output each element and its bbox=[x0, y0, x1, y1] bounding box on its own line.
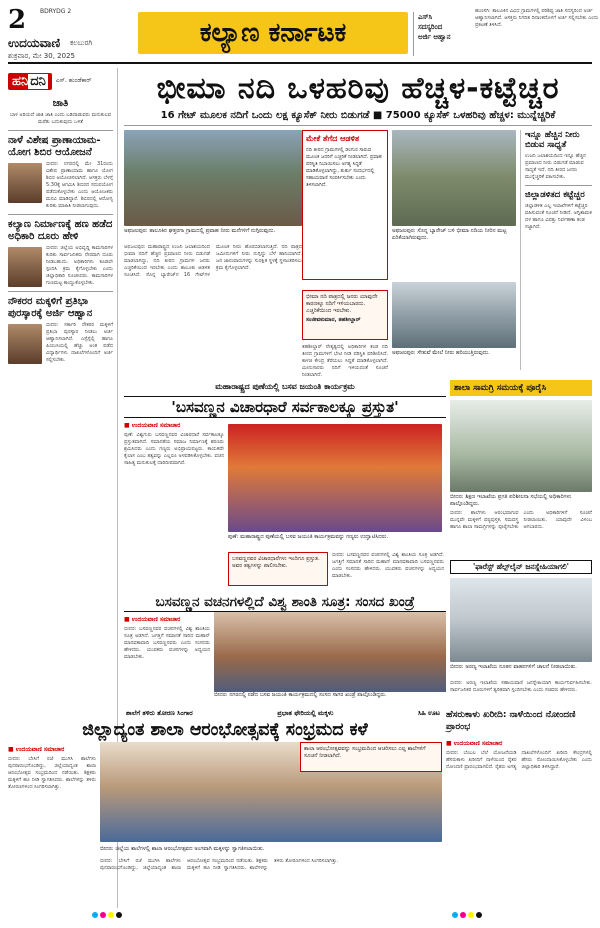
sidebar-title: ಮೇಕೆ ತೆಗೆದ ಆಡಳಿತ bbox=[306, 134, 360, 143]
black-dot bbox=[116, 912, 122, 918]
story-kicker: ಮಹಾರಾಷ್ಟ್ರದ ಪುಣೆಯಲ್ಲಿ ಬಸವ ಜಯಂತಿ ಕಾರ್ಯಕ್ರಮ bbox=[215, 382, 355, 391]
quote-callout: ಶಾಲಾ ಆರಂಭೋತ್ಸವವನ್ನು ಸಂಭ್ರಮದಿಂದ ಆಚರಿಸಲು ಎಲ್ಲ ಶಾಲೆಗಳಿಗೆ ಸೂಚನೆ ನೀಡಲಾಗಿದೆ. bbox=[300, 742, 442, 772]
right-column bbox=[520, 130, 592, 370]
divider bbox=[8, 214, 113, 215]
yellow-dot bbox=[468, 912, 474, 918]
story-body: ಬೀದರ: ಸರ್ಕಾರಿ ನೌಕರರ ಮಕ್ಕಳಿಗೆ ಪ್ರತಿಭಾ ಪುರಸ್ಕಾರ ನೀಡಲು ಅರ್ಜಿ ಆಹ್ವಾನಿಸಲಾಗಿದೆ. ಎಸ್ಸೆಸ್ಸೆಲ್ಸಿ ಹಾಗೂ ಪಿಯುಸಿಯಲ್ಲಿ ಹೆಚ್ಚು ಅಂಕ ಪಡೆದ ವಿದ್ಯಾರ್ಥಿಗಳು ದಾಖಲೆಗಳೊಂದಿಗೆ ಅರ್ಜಿ ಸಲ್ಲಿಸಬೇಕು. bbox=[46, 322, 113, 363]
badge-part: ಹನಿ bbox=[12, 73, 29, 89]
strip-label: ಶಾಲೆಗೆ ತಳಿರು ತೋರಣ ಸಿಂಗಾರ bbox=[126, 708, 193, 717]
top-brief: ಹುಣಸಗಿ: ತಾಲೂಕಿನ ವಿವಿಧ ಗ್ರಾಮಗಳಲ್ಲಿ ಪರಿಶಿಷ್ಟ ಜಾತಿ ಸದಸ್ಯರಿಂದ ಅರ್ಜಿ ಆಹ್ವಾನಿಸಲಾಗಿದೆ. ಆಸಕ್ತರು ನಿಗದಿತ ದಿನಾಂಕದೊಳಗೆ ಅರ್ಜಿ ಸಲ್ಲಿಸಬೇಕು ಎಂದು ಪ್ರಕಟಣೆ ತಿಳಿಸಿದೆ. bbox=[475, 8, 599, 28]
cyan-dot bbox=[92, 912, 98, 918]
lead-body: ಅಫಜಲಪುರ: ಮಹಾರಾಷ್ಟ್ರದ ಉಜನಿ ಜಲಾಶಯದಿಂದ ಭೀಮಾ ನದಿಗೆ ಹೆಚ್ಚಿನ ಪ್ರಮಾಣದ ನೀರು ಬಿಡುಗಡೆ ಮಾಡಲಾಗಿದ್ದು, ನದಿ ತೀರದ ಗ್ರಾಮಗಳ ಜನರು ಎಚ್ಚರಿಕೆಯಿಂದ ಇರಬೇಕು ಎಂದು ತಾಲೂಕು ಆಡಳಿತ ಸೂಚಿಸಿದೆ. ಸೊನ್ನ ಬ್ಯಾರೇಜ್‌ನ 16 ಗೇಟ್‌ಗಳ ಮೂಲಕ ನೀರು ಹೊರಬಿಡಲಾಗುತ್ತಿದೆ. ನದಿ ಪಾತ್ರದ ಜಮೀನುಗಳಿಗೆ ನೀರು ನುಗ್ಗಿದ್ದು ಬೆಳೆ ಹಾನಿಯಾಗಿದೆ. ಜನ ಜಾನುವಾರುಗಳನ್ನು ಸುರಕ್ಷಿತ ಸ್ಥಳಕ್ಕೆ ಸ್ಥಳಾಂತರಿಸಲು ಕ್ರಮ ಕೈಗೊಳ್ಳಲಾಗಿದೆ. bbox=[124, 244, 302, 278]
story-body: ಬೀದರ: ಬಸವಣ್ಣನವರ ವಚನಗಳಲ್ಲಿ ವಿಶ್ವ ಶಾಂತಿಯ ಸೂತ್ರ ಅಡಗಿದೆ. ಜಗತ್ತಿಗೆ ಸಮಾನತೆ ಸಾರಿದ ಮಹಾನ್ ಮಾನವತಾವಾದಿ ಬಸವಣ್ಣನವರು ಎಂದು ಸಂಸದರು ಹೇಳಿದರು. ಯುವಕರು ವಚನಗಳನ್ನು ಅಧ್ಯಯನ ಮಾಡಬೇಕು. bbox=[332, 552, 444, 579]
photo-caption: ಪುಣೆ: ಮಹಾರಾಷ್ಟ್ರದ ಪುಣೆಯಲ್ಲಿ ಬಸವ ಜಯಂತಿ ಕಾರ್ಯಕ್ರಮವನ್ನು ಗಣ್ಯರು ಉದ್ಘಾಟಿಸಿದರು. bbox=[228, 534, 389, 540]
ad-line: ಅರ್ಜಿ ಆಹ್ವಾನ bbox=[418, 33, 451, 41]
hanidani-header bbox=[8, 68, 113, 94]
story-body: ಪುಣೆ: ವಿಶ್ವಗುರು ಬಸವಣ್ಣನವರ ವಿಚಾರಧಾರೆ ಸರ್ವಕಾಲಕ್ಕೂ ಪ್ರಸ್ತುತವಾಗಿದೆ. ಸಮಾನತೆಯ ಸಮಾಜ ನಿರ್ಮಾಣಕ್ಕೆ ಶರಣರು ಶ್ರಮಿಸಿದರು ಎಂದು ಗಣ್ಯರು ಅಭಿಪ್ರಾಯಪಟ್ಟರು. ಕಾಯಕವೇ ಕೈಲಾಸ ಎಂಬ ತತ್ವವನ್ನು ಎಲ್ಲರೂ ಅಳವಡಿಸಿಕೊಳ್ಳಬೇಕು. ವಚನ ಸಾಹಿತ್ಯ ಮನುಕುಲಕ್ಕೆ ದಾರಿದೀಪವಾಗಿದೆ. bbox=[124, 432, 224, 466]
story-headline: ನಾಳೆ ವಿಶೇಷ ಪ್ರಾಣಾಯಾಮ-ಯೋಗ ಶಿಬಿರ ಆಯೋಜನೆ bbox=[8, 135, 101, 158]
quote-callout: ಬಸವಣ್ಣನವರ ವಿಚಾರಧಾರೆಗಳು ಇಂದಿಗೂ ಪ್ರಸ್ತುತ. ಅವರ ತತ್ವಗಳನ್ನು ಪಾಲಿಸಬೇಕು. bbox=[228, 552, 328, 586]
quote-callout bbox=[302, 290, 388, 340]
photo-caption: ಅಫಜಲಪುರ: ತಾಲೂಕಿನ ಘತ್ತರಗಾ ಗ್ರಾಮದಲ್ಲಿ ಪ್ರವಾಹ ನೀರು ಮನೆಗಳಿಗೆ ನುಗ್ಗಿರುವುದು. bbox=[124, 228, 276, 234]
portrait-photo bbox=[8, 324, 42, 364]
divider bbox=[8, 291, 113, 292]
ad-box bbox=[413, 12, 471, 56]
lead-body: ತಹಶೀಲ್ದಾರ್ ನೇತೃತ್ವದಲ್ಲಿ ಅಧಿಕಾರಿಗಳ ತಂಡ ನದಿ ತೀರದ ಗ್ರಾಮಗಳಿಗೆ ಭೇಟಿ ನೀಡಿ ಪರಿಸ್ಥಿತಿ ಪರಿಶೀಲಿಸಿದೆ. ಕಾಳಜಿ ಕೇಂದ್ರ ತೆರೆಯಲು ಸಿದ್ಧತೆ ಮಾಡಿಕೊಳ್ಳಲಾಗಿದೆ. ಮೀನುಗಾರರು ನದಿಗೆ ಇಳಿಯದಂತೆ ಸೂಚನೆ ನೀಡಲಾಗಿದೆ. bbox=[302, 344, 388, 378]
yellow-dot bbox=[108, 912, 114, 918]
story-headline: ಹೆಸರುಕಾಳು ಖರೀದಿ: ನಾಳೆಯಿಂದ ನೋಂದಣಿ ಪ್ರಾರಂಭ bbox=[446, 710, 576, 732]
magenta-dot bbox=[460, 912, 466, 918]
quote-author: ಸಂಜೀವಕುಮಾರ, ತಹಶೀಲ್ದಾರ್ bbox=[306, 317, 361, 323]
poem-body: ಬಾಳ ಅರಿಯದೆ ಜಾತಿ ಜಾತಿ ಎಂದು ಬಡಿದಾಡುವರು ಮನುಕುಲವ ಮರೆತು ಬದುಕುವುದು ಒಳಿತೆ bbox=[9, 112, 112, 125]
page-number: 2 bbox=[8, 5, 27, 35]
flood-photo bbox=[392, 130, 516, 226]
story-headline: 'ಬಸವಣ್ಣನ ವಿಚಾರಧಾರೆ ಸರ್ವಕಾಲಕ್ಕೂ ಪ್ರಸ್ತುತ' bbox=[124, 396, 446, 418]
story-headline: ಶಾಲಾ ಸಾಮಗ್ರಿ ಸಮಯಕ್ಕೆ ಪೂರೈಸಿ bbox=[450, 380, 592, 396]
ad-line: ಎಸ್‌ಸಿ bbox=[418, 13, 433, 21]
registration-marks bbox=[452, 912, 492, 920]
story-body: ಬೀದರ: ಬೇಸಿಗೆ ರಜೆ ಮುಗಿಸಿ ಶಾಲೆಗಳು ಪುನರಾರಂಭಗೊಂಡಿದ್ದು, ಜಿಲ್ಲೆಯಾದ್ಯಂತ ಶಾಲಾ ಆರಂಭೋತ್ಸವ ಸಂಭ್ರಮದಿಂದ ನಡೆಯಿತು. ಶಿಕ್ಷಕರು ಮಕ್ಕಳಿಗೆ ಹೂ ನೀಡಿ ಸ್ವಾಗತಿಸಿದರು. ಶಾಲೆಗಳನ್ನು ತಳಿರು ತೋರಣಗಳಿಂದ ಸಿಂಗರಿಸಲಾಗಿತ್ತು. bbox=[100, 858, 339, 871]
story-body: ಬೀದರ: ಅರಣ್ಯ ಇಲಾಖೆಯ ಸಹಾಯವಾಣಿ ಜನಸ್ನೇಹಿಯಾಗಿ ಕಾರ್ಯನಿರ್ವಹಿಸಬೇಕು. ಸಾರ್ವಜನಿಕರ ದೂರುಗಳಿಗೆ ತ್ವರಿತವಾಗಿ ಸ್ಪಂದಿಸಬೇಕು ಎಂದು ಸಚಿವರು ಹೇಳಿದರು. bbox=[450, 680, 592, 693]
flood-photo bbox=[124, 130, 302, 226]
magenta-dot bbox=[100, 912, 106, 918]
event-photo bbox=[228, 424, 442, 532]
hanidani-badge bbox=[8, 73, 52, 90]
story-body: ಬೀದರ: ಬಸವಣ್ಣನವರ ವಚನಗಳಲ್ಲಿ ವಿಶ್ವ ಶಾಂತಿಯ ಸೂತ್ರ ಅಡಗಿದೆ. ಜಗತ್ತಿಗೆ ಸಮಾನತೆ ಸಾರಿದ ಮಹಾನ್ ಮಾನವತಾವಾದಿ ಬಸವಣ್ಣನವರು ಎಂದು ಸಂಸದರು ಹೇಳಿದರು. ಯುವಕರು ವಚನಗಳನ್ನು ಅಧ್ಯಯನ ಮಾಡಬೇಕು. bbox=[124, 626, 210, 660]
story-body: ಬೀದರ: ಬೇಸಿಗೆ ರಜೆ ಮುಗಿಸಿ ಶಾಲೆಗಳು ಪುನರಾರಂಭಗೊಂಡಿದ್ದು, ಜಿಲ್ಲೆಯಾದ್ಯಂತ ಶಾಲಾ ಆರಂಭೋತ್ಸವ ಸಂಭ್ರಮದಿಂದ ನಡೆಯಿತು. ಶಿಕ್ಷಕರು ಮಕ್ಕಳಿಗೆ ಹೂ ನೀಡಿ ಸ್ವಾಗತಿಸಿದರು. ಶಾಲೆಗಳನ್ನು ತಳಿರು ತೋರಣಗಳಿಂದ ಸಿಂಗರಿಸಲಾಗಿತ್ತು. bbox=[8, 756, 96, 790]
vehicles-photo bbox=[450, 578, 592, 662]
story-body: ಬೀದರ: ನಗರದಲ್ಲಿ ಮೇ 31ರಂದು ವಿಶೇಷ ಪ್ರಾಣಾಯಾಮ ಹಾಗೂ ಯೋಗ ಶಿಬಿರ ಆಯೋಜಿಸಲಾಗಿದೆ. ಆಸಕ್ತರು ಬೆಳಗ್ಗೆ 5.30ಕ್ಕೆ ಆಗಮಿಸಿ ಶಿಬಿರದ ಸದುಪಯೋಗ ಪಡೆದುಕೊಳ್ಳಬೇಕು ಎಂದು ಆಯೋಜಕರು ಮನವಿ ಮಾಡಿದ್ದಾರೆ. ಶಿಬಿರದಲ್ಲಿ ಆರೋಗ್ಯ ಕುರಿತು ಮಾಹಿತಿ ನೀಡಲಾಗುವುದು. bbox=[46, 161, 113, 209]
cyan-dot bbox=[452, 912, 458, 918]
photo-caption: ಬೀದರ: ಅರಣ್ಯ ಇಲಾಖೆಯ ನೂತನ ವಾಹನಗಳಿಗೆ ಚಾಲನೆ ನೀಡಲಾಯಿತು. bbox=[450, 664, 577, 670]
photo-caption: ಬೀದರ: ಶಿಕ್ಷಣ ಇಲಾಖೆಯ ಪ್ರಗತಿ ಪರಿಶೀಲನಾ ಸಭೆಯಲ್ಲಿ ಅಧಿಕಾರಿಗಳು ಪಾಲ್ಗೊಂಡಿದ್ದರು. bbox=[450, 494, 572, 507]
strip-label: ಪ್ರಭಾತ ಫೇರಿಯಲ್ಲಿ ಮಕ್ಕಳು bbox=[277, 708, 334, 717]
edition-name: ಕಲಬುರಗಿ bbox=[70, 39, 93, 47]
sidebar-body: ನದಿ ತೀರದ ಗ್ರಾಮಗಳಲ್ಲಿ ಡಂಗುರ ಸಾರುವ ಮೂಲಕ ಜನರಿಗೆ ಎಚ್ಚರಿಕೆ ನೀಡಲಾಗಿದೆ. ಪ್ರವಾಹ ಪರಿಸ್ಥಿತಿ ನಿಭಾಯಿಸಲು ಅಗತ್ಯ ಸಿದ್ಧತೆ ಮಾಡಿಕೊಳ್ಳಲಾಗಿದ್ದು, ತುರ್ತು ಸಂದರ್ಭದಲ್ಲಿ ಸಹಾಯವಾಣಿ ಸಂಪರ್ಕಿಸಬೇಕು ಎಂದು ತಿಳಿಸಲಾಗಿದೆ. bbox=[306, 147, 382, 188]
story-headline: ಕಲ್ಯಾಣ ನಿರ್ಮಾಣಕ್ಕೆ ಹಣ ಹಡೆದ ಅಧಿಕಾರಿ ದೂರು ಹೇಳಿ bbox=[8, 219, 113, 242]
strip-label: ಸಿಹಿ ಊಟ bbox=[417, 708, 440, 717]
divider bbox=[8, 130, 113, 131]
lead-subhead: 16 ಗೇಟ್ ಮೂಲಕ ನದಿಗೆ ಒಂದು ಲಕ್ಷ ಕ್ಯೂಸೆಕ್ ನೀರು ಬಿಡುಗಡೆ ■ 75000 ಕ್ಯೂಸೆಕ್ ಒಳಹರಿವು ಹೆಚ್ಚಳ: ಮುನ್ನೆಚ್ಚರಿಕೆ bbox=[124, 110, 592, 126]
photo-caption: ಅಫಜಲಪುರ: ಸೊನ್ನ ಬ್ಯಾರೇಜ್ ಬಳಿ ಭೀಮಾ ನದಿಯ ನೀರಿನ ಮಟ್ಟ ಏರಿಕೆಯಾಗಿರುವುದು. bbox=[392, 228, 507, 241]
side-body: ಉಜನಿ ಜಲಾಶಯದಿಂದ ಇನ್ನೂ ಹೆಚ್ಚಿನ ಪ್ರಮಾಣದ ನೀರು ಬಿಡುಗಡೆ ಮಾಡುವ ಸಾಧ್ಯತೆ ಇದೆ. ನದಿ ತೀರದ ಜನರು ಮುನ್ನೆಚ್ಚರಿಕೆ ವಹಿಸಬೇಕು. bbox=[525, 153, 586, 180]
poem-title: ಜಾತಿ bbox=[52, 98, 69, 109]
section-title: ಕಲ್ಯಾಣ ಕರ್ನಾಟಕ bbox=[138, 12, 408, 54]
photo-caption: ಬೀದರ: ನಗರದಲ್ಲಿ ನಡೆದ ಬಸವ ಜಯಂತಿ ಕಾರ್ಯಕ್ರಮದಲ್ಲಿ ಸಂಸದ ಸಾಗರ ಖಂಡ್ರೆ ಪಾಲ್ಗೊಂಡಿದ್ದರು. bbox=[214, 692, 446, 704]
meeting-photo bbox=[450, 400, 592, 492]
side-headline: ಇನ್ನೂ ಹೆಚ್ಚಿನ ನೀರು ಬಿಡುವ ಸಾಧ್ಯತೆ bbox=[525, 130, 580, 150]
story-body: ಬೀದರ: ಜಿಲ್ಲೆಯ ಅಭಿವೃದ್ಧಿ ಕಾಮಗಾರಿಗಳ ಕುರಿತು ಸಾರ್ವಜನಿಕರು ನೇರವಾಗಿ ದೂರು ನೀಡಬಹುದು. ಅಧಿಕಾರಿಗಳು ಕೂಡಲೇ ಸ್ಪಂದಿಸಿ ಕ್ರಮ ಕೈಗೊಳ್ಳಬೇಕು ಎಂದು ಜಿಲ್ಲಾಧಿಕಾರಿ ಸೂಚಿಸಿದರು. ಕಾಮಗಾರಿಗಳ ಗುಣಮಟ್ಟ ಕಾಯ್ದುಕೊಳ್ಳಬೇಕು. bbox=[46, 245, 113, 286]
dateline: ಶುಕ್ರವಾರ, ಮೇ 30, 2025 bbox=[8, 52, 75, 60]
hanidani-author: ಎಸ್. ಹುಂಡೆಕಾರ್ bbox=[55, 77, 92, 84]
sidebar-box bbox=[302, 130, 388, 280]
portrait-photo bbox=[8, 247, 42, 287]
black-dot bbox=[476, 912, 482, 918]
badge-part: ದನಿ bbox=[30, 73, 46, 89]
photo-caption: ಬೀದರ: ಜಿಲ್ಲೆಯ ಶಾಲೆಗಳಲ್ಲಿ ಶಾಲಾ ಆರಂಭೋತ್ಸವದ ಅಂಗವಾಗಿ ಮಕ್ಕಳನ್ನು ಸ್ವಾಗತಿಸಲಾಯಿತು. bbox=[100, 846, 265, 852]
event-photo bbox=[214, 612, 446, 702]
lead-headline: ಭೀಮಾ ನದಿ ಒಳಹರಿವು ಹೆಚ್ಚಳ-ಕಟ್ಟೆಚ್ಚರ bbox=[156, 70, 560, 106]
byline: ■ ಉದಯವಾಣಿ ಸಮಾಚಾರ bbox=[124, 422, 181, 429]
divider bbox=[525, 185, 592, 186]
story-body: ಬೀದರ: ಶಾಲೆಗಳು ಆರಂಭವಾಗುವ ಮುನ್ನವೇ ಮಕ್ಕಳಿಗೆ ಪಠ್ಯಪುಸ್ತಕ, ಸಮವಸ್ತ್ರ ಹಾಗೂ ಶಾಲಾ ಸಾಮಗ್ರಿಗಳನ್ನು ಪೂರೈಸಬೇಕು ಎಂದು ಅಧಿಕಾರಿಗಳಿಗೆ ಸೂಚನೆ ನೀಡಲಾಯಿತು. ಯಾವುದೇ ವಿಳಂಬ ಆಗಬಾರದು. bbox=[450, 510, 592, 530]
story-headline: ನೌಕರರ ಮಕ್ಕಳಿಗೆ ಪ್ರತಿಭಾ ಪುರಸ್ಕಾರಕ್ಕೆ ಅರ್ಜಿ ಆಹ್ವಾನ bbox=[8, 296, 93, 319]
paper-name: ಉದಯವಾಣಿ bbox=[8, 36, 61, 50]
story-body: ಬೀದರ: ಬೆಂಬಲ ಬೆಲೆ ಯೋಜನೆಯಡಿ ಹೆಸರುಕಾಳು ಖರೀದಿಗೆ ನಾಳೆಯಿಂದ ರೈತರ ನೋಂದಣಿ ಪ್ರಾರಂಭವಾಗಲಿದೆ. ರೈತರು ಅಗತ್ಯ ದಾಖಲೆಗಳೊಂದಿಗೆ ಖರೀದಿ ಕೇಂದ್ರಗಳಲ್ಲಿ ಹೆಸರು ನೋಂದಾಯಿಸಿಕೊಳ್ಳಬೇಕು ಎಂದು ಜಿಲ್ಲಾಧಿಕಾರಿ ತಿಳಿಸಿದ್ದಾರೆ. bbox=[446, 750, 592, 770]
portrait-photo bbox=[8, 163, 42, 203]
side-headline: ಜಿಲ್ಲಾಡಳಿತದ ಕಟ್ಟೆಚ್ಚರ bbox=[525, 190, 585, 200]
quote-text: ಭೀಮಾ ನದಿ ಪಾತ್ರದಲ್ಲಿ ಜನರು ಯಾವುದೇ ಕಾರಣಕ್ಕೂ ನದಿಗೆ ಇಳಿಯಬಾರದು. ಎಚ್ಚರಿಕೆಯಿಂದ ಇರಬೇಕು. bbox=[306, 294, 378, 314]
story-headline: ಜಿಲ್ಲಾದ್ಯಂತ ಶಾಲಾ ಆರಂಭೋತ್ಸವಕ್ಕೆ ಸಂಭ್ರಮದ ಕಳೆ bbox=[82, 720, 368, 740]
registration-marks bbox=[92, 912, 132, 920]
ad-line: ಸದಸ್ಯರಿಂದ bbox=[418, 23, 443, 31]
masthead bbox=[8, 5, 599, 64]
byline: ■ ಉದಯವಾಣಿ ಸಮಾಚಾರ bbox=[446, 740, 503, 747]
edition-code: BDRYDG 2 bbox=[40, 8, 72, 15]
bridge-photo bbox=[392, 282, 516, 348]
photo-caption: ಅಫಜಲಪುರ: ಸೇತುವೆ ಮೇಲೆ ನೀರು ಹರಿಯುತ್ತಿರುವುದು. bbox=[392, 350, 490, 356]
story-headline: ಬಸವಣ್ಣನ ವಚನಗಳಲ್ಲಿದೆ ವಿಶ್ವ ಶಾಂತಿ ಸೂತ್ರ: ಸಂಸದ ಖಂಡ್ರೆ bbox=[124, 592, 446, 612]
story-headline: 'ಫಾರೆಸ್ಟ್ ಹೆಲ್ಪ್‌ಲೈನ್ ಜನಸ್ನೇಹಿಯಾಗಲಿ' bbox=[450, 560, 592, 574]
byline: ■ ಉದಯವಾಣಿ ಸಮಾಚಾರ bbox=[8, 746, 65, 753]
byline: ■ ಉದಯವಾಣಿ ಸಮಾಚಾರ bbox=[124, 616, 181, 623]
side-body: ಜಿಲ್ಲಾಡಳಿತ ಎಲ್ಲ ಇಲಾಖೆಗಳಿಗೆ ಕಟ್ಟೆಚ್ಚರ ವಹಿಸುವಂತೆ ಸೂಚನೆ ನೀಡಿದೆ. ಅಗ್ನಿಶಾಮಕ ದಳ ಹಾಗೂ ವಿಪತ್ತು ನಿರ್ವಹಣಾ ತಂಡ ಸಜ್ಜಾಗಿದೆ. bbox=[525, 203, 592, 230]
